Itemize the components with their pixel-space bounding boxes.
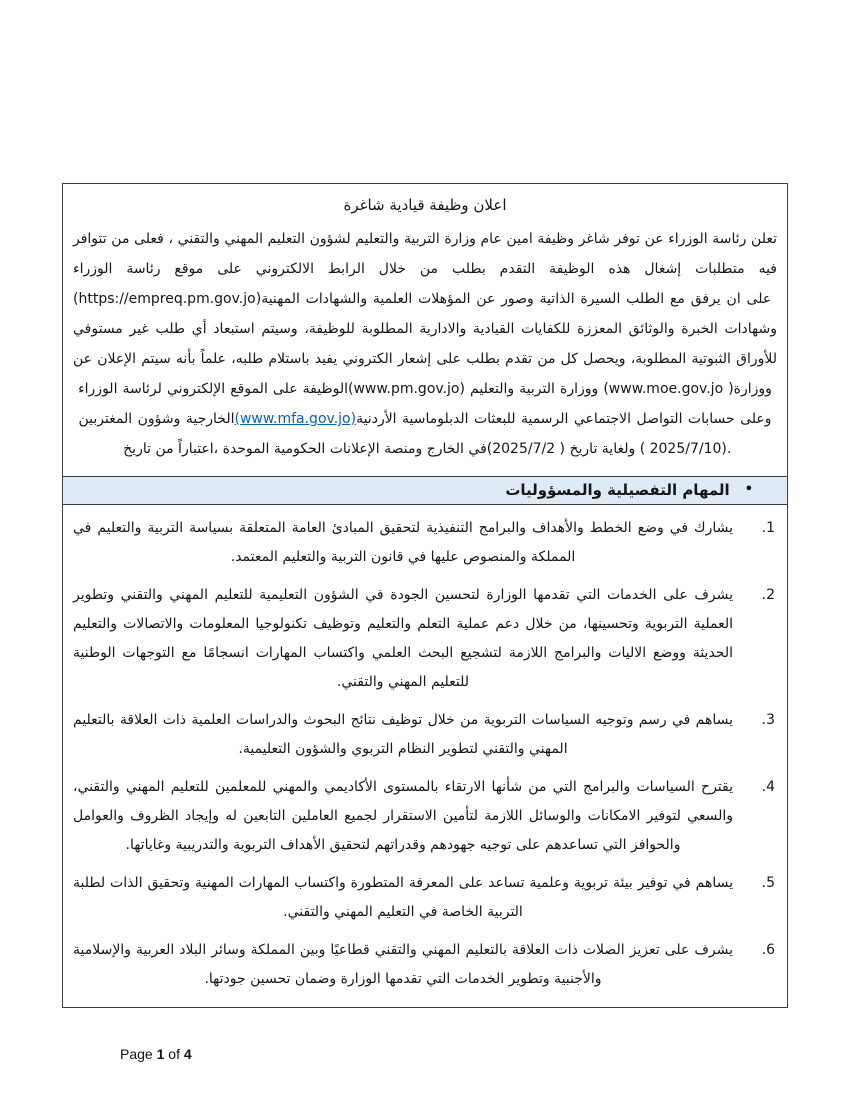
section-header-label: المهام التفصيلية والمسؤوليات — [505, 481, 730, 499]
list-item — [73, 706, 777, 764]
item-number: 2. — [761, 587, 775, 603]
list-item — [73, 936, 777, 994]
mfa-website-link[interactable]: (www.mfa.gov.jo) — [234, 411, 357, 427]
bullet-icon: • — [744, 482, 753, 497]
intro-text-segment: (www.moe.gov.jo ) — [603, 381, 734, 397]
item-number: 1. — [761, 520, 775, 536]
intro-text-segment: تعلن رئاسة الوزراء عن توفر شاغر وظيفة امين عام وزارة التربية والتعليم لشؤون التعليم المهني والتقني ، فعلى من تتوافر فيه متطلبات إشغال هذه الوظيفة التقدم بطلب من خلال الرابط الالكتروني على موقع رئاسة الوزراء — [73, 231, 777, 277]
item-number: 4. — [761, 779, 775, 795]
item-text: يساهم في توفير بيئة تربوية وعلمية تساعد على المعرفة المتطورة واكتساب المهارات المهنية وتحقيق الذات لطلبة التربية الخاصة في التعليم المهني والتقني. — [73, 875, 733, 920]
intro-paragraph — [63, 219, 787, 476]
item-number: 6. — [761, 942, 775, 958]
item-text: يشرف على تعزيز الصلات ذات العلاقة بالتعليم المهني والتقني قطاعيًا وبين المملكة وسائر البلاد العربية والإسلامية والأجنبية وتطوير الخدمات التي تقدمها الوزارة وضمان تحسين جودتها. — [73, 942, 733, 987]
intro-text-segment: ووزارة الخارجية وشؤون المغتربين — [73, 381, 778, 427]
intro-text-segment: على ان يرفق مع الطلب السيرة الذاتية وصور عن المؤهلات العلمية والشهادات المهنية وشهادات الخبرة والوثائق المعززة للكفايات القيادية والادارية المطلوبة للوظيفة، وسيتم استبعاد أي طلب غير مستوفي للأوراق الثبوتية المطلوبة، ويحصل كل من تقدم بطلب على إشعار الكتروني يفيد باستلام طلبه، علماً بأنه سيتم الإعلان عن الوظيفة على الموقع الإلكتروني لرئاسة الوزراء — [73, 291, 777, 397]
page-footer — [120, 1046, 192, 1062]
responsibilities-list — [63, 505, 787, 1007]
item-number: 5. — [761, 875, 775, 891]
intro-text-segment: (www.pm.gov.jo) — [347, 381, 465, 397]
list-item — [73, 514, 777, 572]
item-text: يساهم في رسم وتوجيه السياسات التربوية من خلال توظيف نتائج البحوث والدراسات العلمية ذات العلاقة بالتعليم المهني والتقني لتطوير النظام التربوي والشؤون التعليمية. — [73, 712, 733, 757]
intro-text-segment: . — [726, 441, 732, 457]
item-text: يشرف على الخدمات التي تقدمها الوزارة لتحسين الجودة في الشؤون التعليمية للتعليم المهني والتقني وتطوير العملية التربوية وتحسينها، من خلال دعم عملية التعلم والتعليم وتوظيف تكنولوجيا المعلومات والاتصالات والتعليم الحديثة ووضع الاليات والبرامج اللازمة لتشجيع البحث العلمي واكتساب المهارات انسجامًا مع التوجهات الوطنية للتعليم المهني والتقني. — [73, 587, 733, 690]
item-text: يقترح السياسات والبرامج التي من شأنها الارتقاء بالمستوى الأكاديمي والمهني للمعلمين للتعليم المهني والتقني، والسعي لتوفير الامكانات والوسائل اللازمة لتأمين الاستقرار لجميع العاملين التابعين له وإيجاد الظروف والعوامل والحوافز التي تساعدهم على توجيه جهودهم وقدراتهم لتحقيق الأهداف التربوية والتدريبية وغاياتها. — [73, 779, 733, 853]
intro-text-segment: ( 2025/7/10) — [639, 441, 727, 457]
footer-total-pages: 4 — [183, 1046, 192, 1062]
item-text: يشارك في وضع الخطط والأهداف والبرامج التنفيذية لتحقيق المبادئ العامة المتعلقة بسياسة التربية والتعليم في المملكة والمنصوص عليها في قانون التربية والتعليم المعتمد. — [73, 520, 733, 565]
list-item — [73, 869, 777, 927]
intro-text-segment: ووزارة التربية والتعليم — [464, 381, 604, 397]
intro-text-segment: (https://empreq.pm.gov.jo) — [73, 291, 262, 307]
intro-text-segment: (2025/7/2 ) — [486, 441, 566, 457]
list-item — [73, 581, 777, 697]
intro-text-segment: وعلى حسابات التواصل الاجتماعي الرسمية للبعثات الدبلوماسية الأردنية في الخارج ومنصة الإعلانات الحكومية الموحدة ،اعتباراً من تاريخ — [118, 411, 778, 457]
item-number: 3. — [761, 712, 775, 728]
footer-of-word: of — [164, 1046, 184, 1062]
intro-text-segment: ولغاية تاريخ — [565, 441, 640, 457]
document-title: اعلان وظيفة قيادية شاغرة — [343, 196, 507, 214]
list-item — [73, 773, 777, 860]
footer-current-page: 1 — [156, 1046, 165, 1062]
footer-page-word: Page — [120, 1046, 157, 1062]
document-frame — [62, 183, 788, 1008]
section-header-bar — [63, 476, 787, 505]
